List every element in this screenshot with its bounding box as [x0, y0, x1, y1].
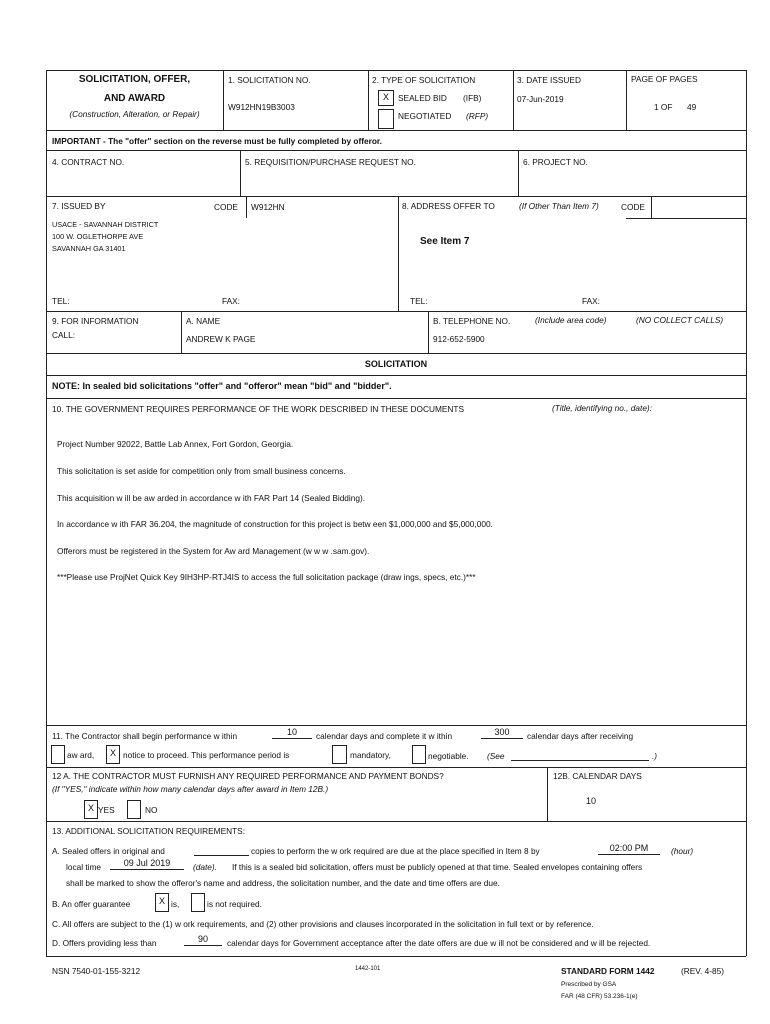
address-offer-qualifier: (If Other Than Item 7) [519, 201, 599, 211]
hour-label: (hour) [671, 846, 694, 856]
date-issued-label: 3. DATE ISSUED [517, 75, 581, 85]
offer-guarantee-is-checkbox[interactable] [155, 893, 169, 912]
local-time-label: local time [66, 862, 102, 872]
see-reference-field[interactable] [511, 750, 649, 761]
item11-text-a: 11. The Contractor shall begin performance w ithin [52, 731, 238, 741]
form-revision: (REV. 4-85) [681, 966, 725, 976]
offer-guarantee-check-mark: X [158, 896, 165, 906]
item11-text-b: calendar days and complete it w ithin [316, 731, 453, 741]
begin-days: 10 [272, 727, 312, 739]
description-line-5: Offerors must be registered in the System for Aw ard Management (w w w .sam.gov). [57, 546, 370, 556]
requisition-no-label: 5. REQUISITION/PURCHASE REQUEST NO. [245, 157, 416, 167]
sealed-bid-checkbox[interactable] [378, 90, 394, 106]
page-total: 49 [687, 102, 697, 112]
address-offer-tel-label: TEL: [410, 296, 428, 306]
page-current: 1 OF [654, 102, 673, 112]
project-no-label: 6. PROJECT NO. [523, 157, 588, 167]
issued-by-address-line3: SAVANNAH GA 31401 [52, 244, 126, 253]
issued-by-label: 7. ISSUED BY [52, 201, 106, 211]
bonds-no-checkbox[interactable] [127, 800, 141, 819]
bonds-yes-check-mark: X [87, 803, 94, 813]
important-note: IMPORTANT - The "offer" section on the reverse must be fully completed by offeror. [52, 136, 382, 146]
nsn-number: NSN 7540-01-155-3212 [52, 966, 141, 976]
item11-text-c: calendar days after receiving [527, 731, 634, 741]
bonds-yes-checkbox[interactable] [84, 800, 98, 819]
item13a-text4: shall be marked to show the offeror's name and address, the solicitation number, and the date and time offers are due. [66, 878, 500, 888]
telephone-number: 912-652-5900 [433, 334, 485, 344]
info-call-label: 9. FOR INFORMATION [52, 316, 139, 326]
award-label: aw ard, [67, 750, 95, 760]
telephone-qualifier: (Include area code) [535, 315, 607, 325]
notice-to-proceed-checkbox[interactable] [106, 745, 120, 764]
issued-by-address-line2: 100 W. OGLETHORPE AVE [52, 232, 144, 241]
offer-guarantee-is-label: is, [171, 899, 180, 909]
info-call-label-line2: CALL: [52, 330, 76, 340]
item13d-text1: D. Offers providing less than [52, 938, 157, 948]
bonds-yes-label: YES [98, 805, 115, 815]
description-line-3: This acquisition w ill be aw arded in accordance w ith FAR Part 14 (Sealed Bidding). [57, 493, 366, 503]
form-subtitle: (Construction, Alteration, or Repair) [69, 109, 200, 119]
item13a-text1: A. Sealed offers in original and [52, 846, 165, 856]
see-label: (See [487, 751, 505, 761]
offer-guarantee-not-label: is not required. [207, 899, 262, 909]
item10-label: 10. THE GOVERNMENT REQUIRES PERFORMANCE OF THE WORK DESCRIBED IN THESE DOCUMENTS [52, 404, 464, 414]
negotiated-abbr: (RFP) [466, 111, 489, 121]
bonds-no-label: NO [145, 805, 158, 815]
sealed-bid-check-mark: X [382, 92, 389, 102]
no-collect-calls: (NO COLLECT CALLS) [636, 315, 724, 325]
far-citation: FAR (48 CFR) 53.236-1(e) [561, 993, 638, 1000]
complete-days: 300 [481, 727, 523, 739]
contact-name-label: A. NAME [186, 316, 221, 326]
due-time: 02:00 PM [598, 843, 660, 855]
see-close: .) [652, 751, 658, 761]
item13a-text3: If this is a sealed bid solicitation, offers must be publicly opened at that time. Sealed envelopes containing offers [232, 862, 643, 872]
offer-guarantee-not-checkbox[interactable] [191, 893, 205, 912]
issued-by-code: W912HN [251, 202, 285, 212]
address-offer-fax-label: FAX: [582, 296, 600, 306]
page-of-pages-label: PAGE OF PAGES [631, 74, 698, 84]
issued-by-code-label: CODE [214, 202, 238, 212]
form-name: STANDARD FORM 1442 [561, 966, 655, 976]
negotiable-label: negotiable. [428, 751, 469, 761]
issued-by-address-line1: USACE - SAVANNAH DISTRICT [52, 220, 159, 229]
mandatory-checkbox[interactable] [332, 745, 347, 764]
contact-name: ANDREW K PAGE [186, 334, 256, 344]
description-line-1: Project Number 92022, Battle Lab Annex, Fort Gordon, Georgia. [57, 439, 294, 449]
form-title-line2: AND AWARD [103, 93, 166, 104]
prescribed-by: Prescribed by GSA [561, 981, 617, 988]
description-line-6: ***Please use ProjNet Quick Key 9IH3HP-RTJ4IS to access the full solicitation package (draw ings, specs, etc.)*** [57, 572, 476, 582]
ntp-check-mark: X [109, 748, 116, 758]
negotiable-checkbox[interactable] [412, 745, 426, 764]
negotiated-checkbox[interactable] [378, 109, 394, 129]
award-checkbox[interactable] [51, 745, 65, 764]
date-label: (date). [193, 862, 217, 872]
copies-field[interactable] [194, 845, 249, 856]
form-code: 1442-101 [355, 966, 381, 972]
item13a-text2: copies to perform the w ork required are due at the place specified in Item 8 by [251, 846, 540, 856]
ntp-label: notice to proceed. This performance period is [123, 750, 290, 760]
calendar-days-label: 12B. CALENDAR DAYS [553, 771, 642, 781]
acceptance-days: 90 [184, 934, 222, 946]
telephone-label: B. TELEPHONE NO. [433, 316, 511, 326]
item13-label: 13. ADDITIONAL SOLICITATION REQUIREMENTS: [52, 826, 246, 836]
item13c-text: C. All offers are subject to the (1) w ork requirements, and (2) other provisions and clauses incorporated in the solicitation in full text or by reference. [52, 919, 594, 929]
due-date: 09 Jul 2019 [110, 858, 184, 870]
issued-by-fax-label: FAX: [222, 296, 240, 306]
solicitation-no-label: 1. SOLICITATION NO. [228, 75, 311, 85]
item10-qualifier: (Title, identifying no., date): [552, 403, 653, 413]
contract-no-label: 4. CONTRACT NO. [52, 157, 125, 167]
item12-instruction: (If "YES," indicate within how many calendar days after award in Item 12B.) [52, 784, 329, 794]
sealed-bid-abbr: (IFB) [463, 93, 482, 103]
address-offer-label: 8. ADDRESS OFFER TO [402, 201, 495, 211]
form-title: SOLICITATION, OFFER, [78, 74, 191, 85]
address-offer-code-label: CODE [621, 202, 645, 212]
address-offer-value: See Item 7 [420, 236, 470, 247]
sealed-bid-note: NOTE: In sealed bid solicitations "offer" and "offeror" mean "bid" and "bidder". [52, 381, 392, 391]
date-issued: 07-Jun-2019 [517, 94, 564, 104]
item12-label: 12 A. THE CONTRACTOR MUST FURNISH ANY REQUIRED PERFORMANCE AND PAYMENT BONDS? [52, 771, 444, 781]
calendar-days: 10 [586, 796, 597, 806]
solicitation-header: SOLICITATION [364, 359, 428, 369]
item13b-text: B. An offer guarantee [52, 899, 131, 909]
sealed-bid-label: SEALED BID [398, 93, 447, 103]
description-line-4: In accordance w ith FAR 36.204, the magnitude of construction for this project is betw een $1,000,000 and $5,000,000. [57, 519, 493, 529]
description-line-2: This solicitation is set aside for competition only from small business concerns. [57, 466, 346, 476]
issued-by-tel-label: TEL: [52, 296, 70, 306]
mandatory-label: mandatory, [350, 750, 391, 760]
item13d-text2: calendar days for Government acceptance after the date offers are due w ill not be considered and w ill be rejected. [227, 938, 651, 948]
type-of-solicitation-label: 2. TYPE OF SOLICITATION [372, 75, 476, 85]
solicitation-no: W912HN19B3003 [228, 102, 295, 112]
negotiated-label: NEGOTIATED [398, 111, 452, 121]
